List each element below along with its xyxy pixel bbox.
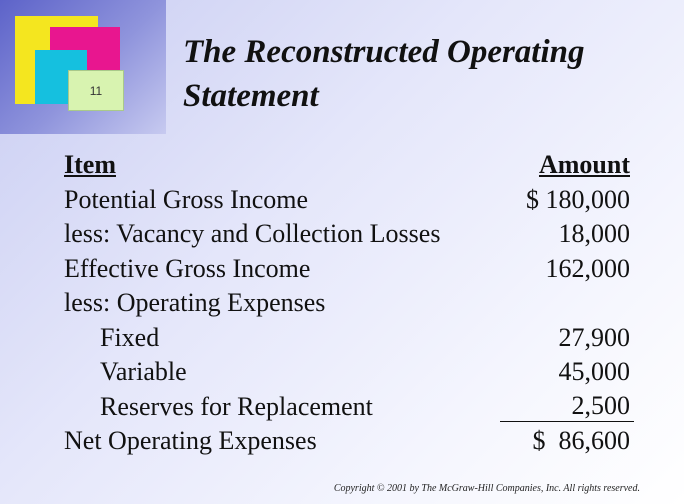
row-amount: $ 86,600 — [532, 426, 630, 455]
slide-logo — [0, 0, 166, 134]
table-row — [64, 286, 634, 321]
row-item: Fixed — [100, 322, 160, 352]
row-amount: 18,000 — [558, 219, 630, 248]
copyright-notice: Copyright © 2001 by The McGraw-Hill Companies, Inc. All rights reserved. — [333, 483, 640, 494]
table-row — [64, 252, 634, 287]
slide-title-line-2: Statement — [183, 78, 319, 114]
row-amount: 45,000 — [558, 357, 630, 386]
table-header-row — [64, 148, 634, 183]
slide-title — [183, 30, 663, 118]
row-item: Reserves for Replacement — [100, 391, 373, 421]
row-amount: 27,900 — [558, 322, 630, 352]
table-row — [64, 390, 634, 425]
row-item: Variable — [100, 357, 187, 386]
row-item: Net Operating Expenses — [64, 426, 317, 455]
row-amount: 162,000 — [545, 253, 630, 283]
header-item: Item — [64, 150, 116, 179]
row-item: less: Operating Expenses — [64, 288, 326, 317]
row-amount — [500, 286, 634, 321]
table-row — [64, 355, 634, 390]
slide-number: 11 — [89, 83, 103, 98]
table-row — [64, 424, 634, 459]
row-item: Potential Gross Income — [64, 184, 309, 214]
header-amount: Amount — [538, 150, 630, 179]
row-item: less: Vacancy and Collection Losses — [64, 219, 441, 248]
row-amount: 2,500 — [500, 390, 634, 422]
slide-title-line-1: The Reconstructed Operating — [183, 34, 585, 70]
operating-statement-table — [64, 148, 634, 459]
row-item: Effective Gross Income — [64, 253, 311, 283]
table-row — [64, 321, 634, 356]
row-amount: $ 180,000 — [526, 184, 630, 214]
table-row — [64, 183, 634, 218]
table-row — [64, 217, 634, 252]
